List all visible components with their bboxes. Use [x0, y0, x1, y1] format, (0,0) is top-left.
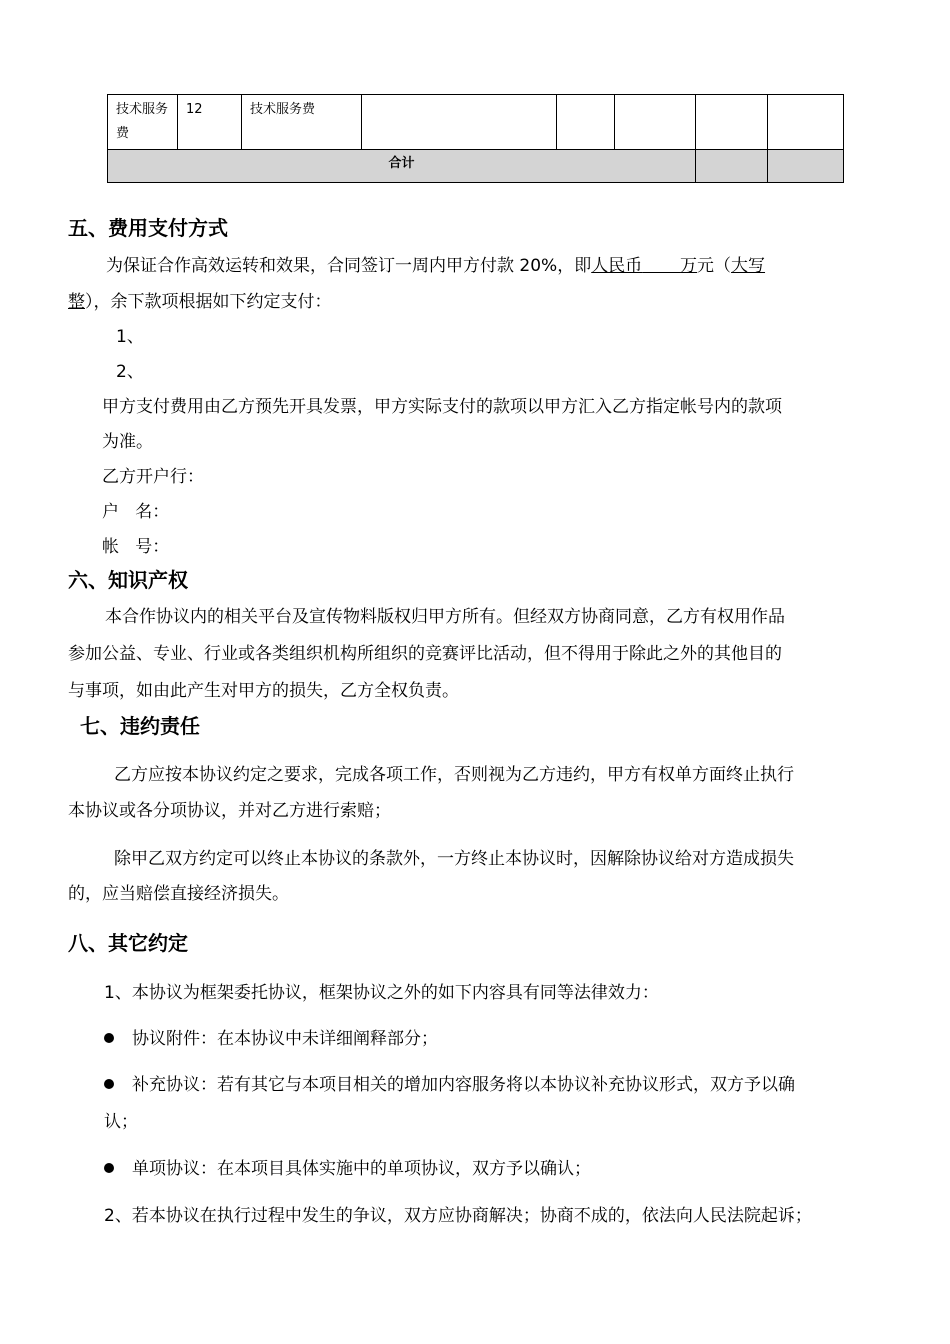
bullet-item-single — [104, 1157, 591, 1181]
breach-paragraph2-line1: 除甲乙双方约定可以终止本协议的条款外，一方终止本协议时，因解除协议给对方造成损失 — [114, 849, 794, 869]
bullet-item-supplement-cont: 认； — [104, 1112, 138, 1132]
account-holder-field: 户 名： — [102, 502, 170, 522]
daxie-label-end: 整 — [68, 292, 85, 312]
wan-label: 万 — [680, 256, 698, 276]
table-cell — [362, 95, 557, 150]
description-cell: 技术服务费 — [242, 95, 362, 150]
bullet-icon — [104, 1079, 114, 1089]
rmb-label: 人民币 — [591, 256, 643, 276]
total-cell — [696, 150, 768, 183]
yuan-label: 元（ — [697, 256, 732, 276]
ip-paragraph-line3: 与事项，如由此产生对甲方的损失，乙方全权负责。 — [68, 681, 459, 701]
section-8-heading: 八、其它约定 — [68, 931, 188, 955]
payment-paragraph-line2 — [68, 290, 332, 314]
total-row — [108, 150, 844, 183]
ip-paragraph-line2: 参加公益、专业、行业或各类组织机构所组织的竞赛评比活动，但不得用于除此之外的其他目的 — [68, 644, 782, 664]
bullet-item-attachments — [104, 1027, 438, 1051]
ip-paragraph-line1: 本合作协议内的相关平台及宣传物料版权归甲方所有。但经双方协商同意，乙方有权用作品 — [105, 607, 785, 627]
fee-table — [107, 94, 844, 183]
table-cell — [557, 95, 615, 150]
bullet-item-supplement — [104, 1073, 795, 1097]
section-7-heading: 七、违约责任 — [80, 714, 200, 738]
payment-paragraph-line1 — [106, 254, 765, 278]
bullet-icon — [104, 1033, 114, 1043]
account-number-field: 帐 号： — [102, 537, 170, 557]
payment-item-1: 1、 — [116, 327, 144, 347]
table-cell — [768, 95, 844, 150]
table-row — [108, 95, 844, 150]
item-name-cell: 技术服务费 — [108, 95, 178, 150]
section-6-heading: 六、知识产权 — [68, 568, 188, 592]
bullet-text: 补充协议：若有其它与本项目相关的增加内容服务将以本协议补充协议形式，双方予以确 — [132, 1075, 795, 1095]
payment-item-2: 2、 — [116, 362, 144, 382]
other-paragraph-1: 1、本协议为框架委托协议，框架协议之外的如下内容具有同等法律效力： — [104, 983, 659, 1003]
section-5-heading: 五、费用支付方式 — [68, 216, 228, 240]
amount-blank — [642, 256, 680, 276]
breach-paragraph1-line1: 乙方应按本协议约定之要求，完成各项工作，否则视为乙方违约，甲方有权单方面终止执行 — [114, 765, 794, 785]
payment-text: 为保证合作高效运转和效果，合同签订一周内甲方付款 20%，即 — [106, 256, 592, 276]
breach-paragraph2-line2: 的，应当赔偿直接经济损失。 — [68, 884, 289, 904]
bank-field: 乙方开户行： — [102, 467, 204, 487]
total-label: 合计 — [108, 150, 696, 183]
bullet-icon — [104, 1163, 114, 1173]
table-cell — [696, 95, 768, 150]
breach-paragraph1-line2: 本协议或各分项协议，并对乙方进行索赔； — [68, 801, 391, 821]
total-cell — [768, 150, 844, 183]
invoice-paragraph-line1: 甲方支付费用由乙方预先开具发票，甲方实际支付的款项以甲方汇入乙方指定帐号内的款项 — [102, 397, 782, 417]
invoice-paragraph-line2: 为准。 — [102, 432, 153, 452]
table-cell — [615, 95, 696, 150]
bullet-text: 单项协议：在本项目具体实施中的单项协议，双方予以确认； — [132, 1159, 591, 1179]
quantity-cell: 12 — [178, 95, 242, 150]
payment-text-cont: ），余下款项根据如下约定支付： — [85, 292, 332, 312]
other-paragraph-2: 2、若本协议在执行过程中发生的争议，双方应协商解决；协商不成的，依法向人民法院起诉； — [104, 1206, 812, 1226]
daxie-label: 大写 — [731, 256, 766, 276]
bullet-text: 协议附件：在本协议中未详细阐释部分； — [132, 1029, 438, 1049]
